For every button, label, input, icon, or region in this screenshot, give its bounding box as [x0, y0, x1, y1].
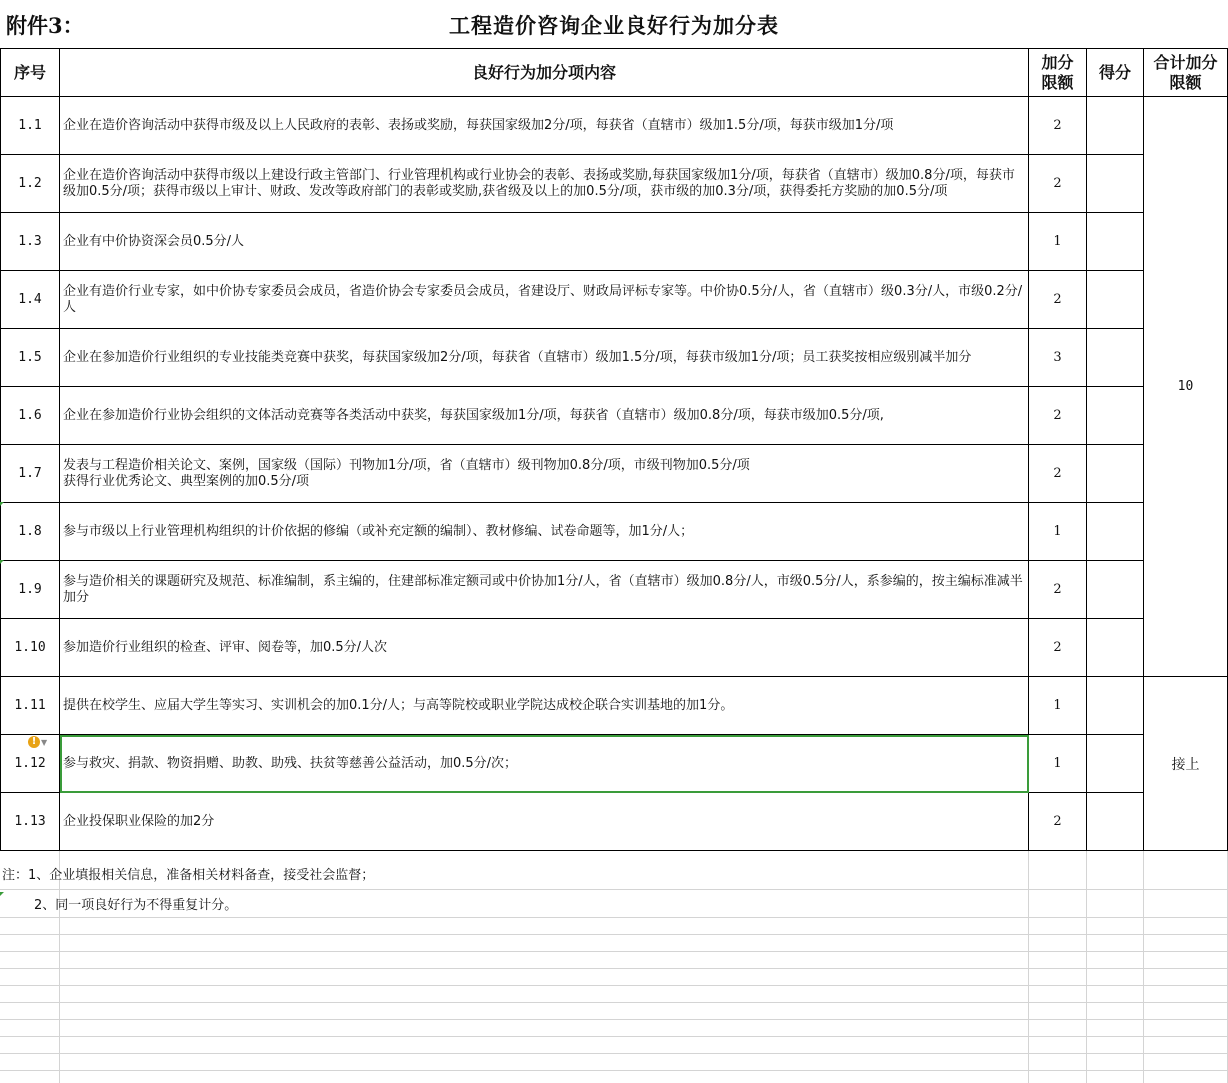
- score-cell[interactable]: [1087, 155, 1144, 213]
- limit-cell[interactable]: 2: [1029, 619, 1087, 677]
- seq-cell[interactable]: 1.3: [1, 213, 60, 271]
- warning-icon: !: [28, 736, 40, 748]
- content-cell[interactable]: 提供在校学生、应届大学生等实习、实训机会的加0.1分/人；与高等院校或职业学院达成校企联合实训基地的加1分。: [60, 677, 1029, 735]
- limit-cell[interactable]: 1: [1029, 677, 1087, 735]
- seq-cell[interactable]: 1.4: [1, 271, 60, 329]
- score-cell[interactable]: [1087, 619, 1144, 677]
- score-cell[interactable]: [1087, 561, 1144, 619]
- header-content[interactable]: 良好行为加分项内容: [60, 49, 1029, 97]
- sheet-header: [0, 0, 1228, 48]
- seq-cell[interactable]: 1.10: [1, 619, 60, 677]
- table-row: [1, 271, 1228, 329]
- content-cell[interactable]: 参与市级以上行业管理机构组织的计价依据的修编（或补充定额的编制）、教材修编、试卷命题等，加1分/人；: [60, 503, 1029, 561]
- score-cell[interactable]: [1087, 735, 1144, 793]
- header-score[interactable]: 得分: [1087, 49, 1144, 97]
- content-cell[interactable]: 企业在造价咨询活动中获得市级及以上人民政府的表彰、表扬或奖励，每获国家级加2分/项，每获省（直辖市）级加1.5分/项，每获市级加1分/项: [60, 97, 1029, 155]
- table-row: [1, 155, 1228, 213]
- content-cell[interactable]: 发表与工程造价相关论文、案例，国家级（国际）刊物加1分/项，省（直辖市）级刊物加0.8分/项，市级刊物加0.5分/项 获得行业优秀论文、典型案例的加0.5分/项: [60, 445, 1029, 503]
- table-row: [1, 97, 1228, 155]
- header-seq[interactable]: 序号: [1, 49, 60, 97]
- error-check-button[interactable]: [26, 736, 48, 750]
- score-cell[interactable]: [1087, 271, 1144, 329]
- content-cell[interactable]: 参加造价行业组织的检查、评审、阅卷等，加0.5分/人次: [60, 619, 1029, 677]
- table-row: [1, 677, 1228, 735]
- limit-cell[interactable]: 2: [1029, 271, 1087, 329]
- limit-cell[interactable]: 1: [1029, 503, 1087, 561]
- total-cell-group2[interactable]: 接上: [1144, 677, 1228, 851]
- table-row: [1, 619, 1228, 677]
- header-row: [1, 49, 1228, 97]
- table-row: [1, 793, 1228, 851]
- seq-cell[interactable]: 1.9: [1, 561, 60, 619]
- limit-cell[interactable]: 2: [1029, 97, 1087, 155]
- table-row: [1, 445, 1228, 503]
- content-cell[interactable]: 参与造价相关的课题研究及规范、标准编制，系主编的，住建部标准定额司或中价协加1分/人，省（直辖市）级加0.8分/人，市级0.5分/人，系参编的，按主编标准减半加分: [60, 561, 1029, 619]
- content-cell[interactable]: 企业在参加造价行业协会组织的文体活动竞赛等各类活动中获奖，每获国家级加1分/项，每获省（直辖市）级加0.8分/项，每获市级加0.5分/项,: [60, 387, 1029, 445]
- score-table: [0, 48, 1228, 851]
- table-row: [1, 329, 1228, 387]
- score-cell[interactable]: [1087, 97, 1144, 155]
- sheet-title: 工程造价咨询企业良好行为加分表: [449, 13, 779, 38]
- note-2: 2、同一项良好行为不得重复计分。: [34, 898, 238, 913]
- total-cell-group1[interactable]: 10: [1144, 97, 1228, 677]
- cell-comment-marker-icon: [0, 502, 4, 506]
- selected-content-cell[interactable]: 参与救灾、捐款、物资捐赠、助教、助残、扶贫等慈善公益活动，加0.5分/次；: [60, 735, 1029, 793]
- table-row: [1, 387, 1228, 445]
- seq-cell[interactable]: 1.6: [1, 387, 60, 445]
- score-cell[interactable]: [1087, 445, 1144, 503]
- table-row: [1, 735, 1228, 793]
- limit-cell[interactable]: 1: [1029, 735, 1087, 793]
- chevron-down-icon: ▼: [41, 738, 48, 747]
- table-row: [1, 213, 1228, 271]
- header-total-text: 合计加分限额: [1153, 52, 1218, 92]
- content-cell[interactable]: 企业有中价协资深会员0.5分/人: [60, 213, 1029, 271]
- table-row: [1, 503, 1228, 561]
- header-total[interactable]: [1144, 49, 1228, 97]
- seq-cell[interactable]: 1.2: [1, 155, 60, 213]
- empty-grid-area[interactable]: [0, 851, 1228, 1083]
- score-cell[interactable]: [1087, 793, 1144, 851]
- content-cell[interactable]: 企业投保职业保险的加2分: [60, 793, 1029, 851]
- table-row: [1, 561, 1228, 619]
- header-limit-text: 加分限额: [1041, 52, 1074, 92]
- seq-cell[interactable]: 1.12: [1, 735, 60, 793]
- limit-cell[interactable]: 2: [1029, 387, 1087, 445]
- seq-cell[interactable]: 1.7: [1, 445, 60, 503]
- seq-cell[interactable]: 1.11: [1, 677, 60, 735]
- attachment-label: 附件3：: [6, 13, 84, 38]
- note-1: 注：1、企业填报相关信息，准备相关材料备查，接受社会监督；: [2, 868, 375, 883]
- limit-cell[interactable]: 2: [1029, 155, 1087, 213]
- seq-cell[interactable]: 1.5: [1, 329, 60, 387]
- limit-cell[interactable]: 2: [1029, 561, 1087, 619]
- score-cell[interactable]: [1087, 387, 1144, 445]
- content-cell[interactable]: 企业有造价行业专家，如中价协专家委员会成员，省造价协会专家委员会成员，省建设厅、财政局评标专家等。中价协0.5分/人，省（直辖市）级0.3分/人，市级0.2分/人: [60, 271, 1029, 329]
- seq-cell[interactable]: 1.8: [1, 503, 60, 561]
- limit-cell[interactable]: 2: [1029, 793, 1087, 851]
- score-cell[interactable]: [1087, 213, 1144, 271]
- content-cell[interactable]: 企业在参加造价行业组织的专业技能类竞赛中获奖，每获国家级加2分/项，每获省（直辖市）级加1.5分/项，每获市级加1分/项；员工获奖按相应级别减半加分: [60, 329, 1029, 387]
- limit-cell[interactable]: 1: [1029, 213, 1087, 271]
- content-cell[interactable]: 企业在造价咨询活动中获得市级以上建设行政主管部门、行业管理机构或行业协会的表彰、表扬或奖励,每获国家级加1分/项，每获省（直辖市）级加0.8分/项，每获市级加0.5分/项；获得市级以上审计、财政、发改等政府部门的表彰或奖励,获省级及以上的加0.5分/项，获市级的加0.3分/项，获得委托方奖励的加0.5分/项: [60, 155, 1029, 213]
- seq-cell[interactable]: 1.13: [1, 793, 60, 851]
- limit-cell[interactable]: 3: [1029, 329, 1087, 387]
- limit-cell[interactable]: 2: [1029, 445, 1087, 503]
- score-cell[interactable]: [1087, 329, 1144, 387]
- score-cell[interactable]: [1087, 677, 1144, 735]
- seq-cell[interactable]: 1.1: [1, 97, 60, 155]
- score-cell[interactable]: [1087, 503, 1144, 561]
- header-limit[interactable]: [1029, 49, 1087, 97]
- cell-comment-marker-icon: [0, 560, 4, 564]
